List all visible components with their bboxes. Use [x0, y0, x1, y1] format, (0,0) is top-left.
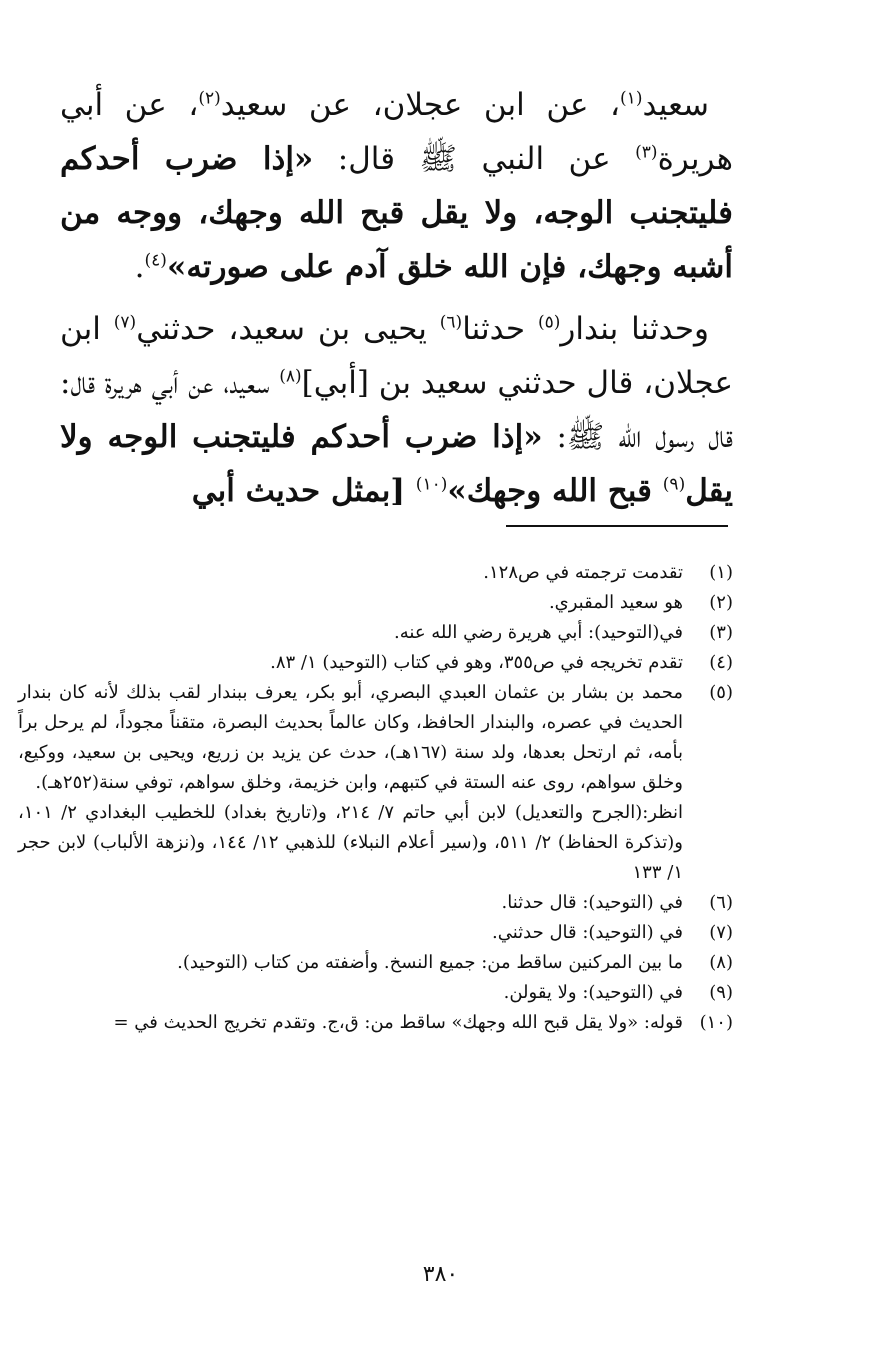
text-run: [بمثل حديث أبي — [191, 473, 416, 509]
footnote-number: (٨) — [709, 952, 733, 973]
footnote-number: (٦) — [709, 892, 733, 913]
footnote-text: في (التوحيد): ولا يقولن. — [503, 982, 683, 1003]
footnote-text: هو سعيد المقبري. — [548, 592, 683, 613]
text-run: يحيى بن سعيد، حدثني — [136, 311, 440, 347]
footnote-ref: (٤) — [144, 250, 167, 271]
footnote-number: (٢) — [709, 592, 733, 613]
footnote-ref: (٢) — [198, 88, 221, 109]
text-run: ، عن أبي هريرة — [60, 87, 733, 177]
footnote-text: محمد بن بشار بن عثمان العبدي البصري، أبو بكر، يعرف ببندار لقب بذلك لأنه كان بندار الحديث في عصره، والبندار الحافظ، وكان عالماً بحديث البصرة، متقناً مجوداً، لم يرحل براً بأمه، ثم ارتحل بعدها، ولد سنة (١٦٧هـ)، حدث عن يزيد بن زريع، ويحيى بن سعيد، ووكيع، وخلق سواهم، روى عنه الستة في كتبهم، وابن خزيمة، وخلق سواهم، توفي سنة(٢٥٢هـ). — [18, 682, 683, 793]
text-run: حدثنا — [462, 311, 538, 347]
text-run: ، عن ابن عجلان، عن سعيد — [220, 87, 621, 123]
footnote — [18, 1008, 733, 1038]
footnote-ref: (١٠) — [415, 474, 448, 495]
footnote-ref: (٩) — [662, 474, 686, 495]
text-run: عن النبي ﷺ قال: — [313, 141, 636, 177]
footnote — [18, 618, 733, 648]
paragraph-2 — [60, 302, 733, 518]
footnote-number: (١) — [709, 562, 733, 583]
footnote — [18, 648, 733, 678]
footnote-text: قوله: «ولا يقل قبح الله وجهك» ساقط من: ق،ج. وتقدم تخريج الحديث في = — [113, 1012, 683, 1033]
footnote-number: (١٠) — [699, 1012, 733, 1033]
footnote — [18, 558, 733, 588]
footnote-text: تقدمت ترجمته في ص١٢٨. — [483, 562, 683, 583]
footnote-number: (٥) — [709, 682, 733, 703]
text-run: سعيد — [642, 87, 710, 123]
footnote-ref: (٨) — [279, 366, 302, 387]
footnote-text: في(التوحيد): أبي هريرة رضي الله عنه. — [394, 622, 683, 643]
footnote — [18, 918, 733, 948]
footnote-number: (٤) — [709, 652, 733, 673]
footnote-text: تقدم تخريجه في ص٣٥٥، وهو في كتاب (التوحيد) ١/ ٨٣. — [270, 652, 683, 673]
text-run: . — [134, 249, 145, 285]
footnote — [18, 678, 733, 798]
footnote-number: (٣) — [709, 622, 733, 643]
hadith-text: قبح الله وجهك» — [447, 473, 663, 509]
text-run: وحدثنا بندار — [560, 311, 709, 347]
hadith-text: «إذا ضرب أحدكم فليتجنب الوجه، ولا يقل قبح الله وجهك، ووجه من أشبه وجهك، فإن الله خلق آدم على صورته» — [60, 141, 733, 285]
text-run: ابن عجلان، قال حدثني سعيد بن [أبي] — [60, 311, 734, 401]
paragraph-1 — [60, 78, 733, 294]
footnote-ref: (٦) — [439, 312, 463, 333]
footnote-text: في (التوحيد): قال حدثنا. — [501, 892, 683, 913]
footnotes — [18, 558, 733, 1038]
footnote-text: انظر:(الجرح والتعديل) لابن أبي حاتم ٧/ ٢١٤، و(تاريخ بغداد) للخطيب البغدادي ٢/ ١٠١، و(تذكرة الحفاظ) ٢/ ٥١١، و(سير أعلام النبلاء) للذهبي ١٢/ ١٤٤، و(نزهة الألباب) لابن حجر ١/ ١٣٣ — [18, 802, 683, 883]
footnote-ref: (٥) — [537, 312, 561, 333]
page-number: ٣٨٠ — [422, 1262, 459, 1287]
text-run: سعيد، عن أبي هريرة قال: قال رسول الله ﷺ: — [60, 365, 733, 455]
footnote-text: في (التوحيد): قال حدثني. — [491, 922, 683, 943]
footnote-ref: (٧) — [113, 312, 137, 333]
footnote — [18, 978, 733, 1008]
footnote — [18, 948, 733, 978]
footnote-ref: (١) — [620, 88, 643, 109]
footnote-number: (٩) — [709, 982, 733, 1003]
footnote — [18, 588, 733, 618]
footnote-ref: (٣) — [635, 142, 658, 163]
hadith-text: «إذا ضرب أحدكم فليتجنب الوجه ولا يقل — [60, 419, 733, 509]
main-text — [60, 78, 733, 518]
footnote — [18, 888, 733, 918]
footnote-text: ما بين المركنين ساقط من: جميع النسخ. وأضفته من كتاب (التوحيد). — [177, 952, 683, 973]
footnote-separator — [506, 525, 728, 527]
footnote-number: (٧) — [709, 922, 733, 943]
footnote-continuation — [18, 798, 733, 888]
